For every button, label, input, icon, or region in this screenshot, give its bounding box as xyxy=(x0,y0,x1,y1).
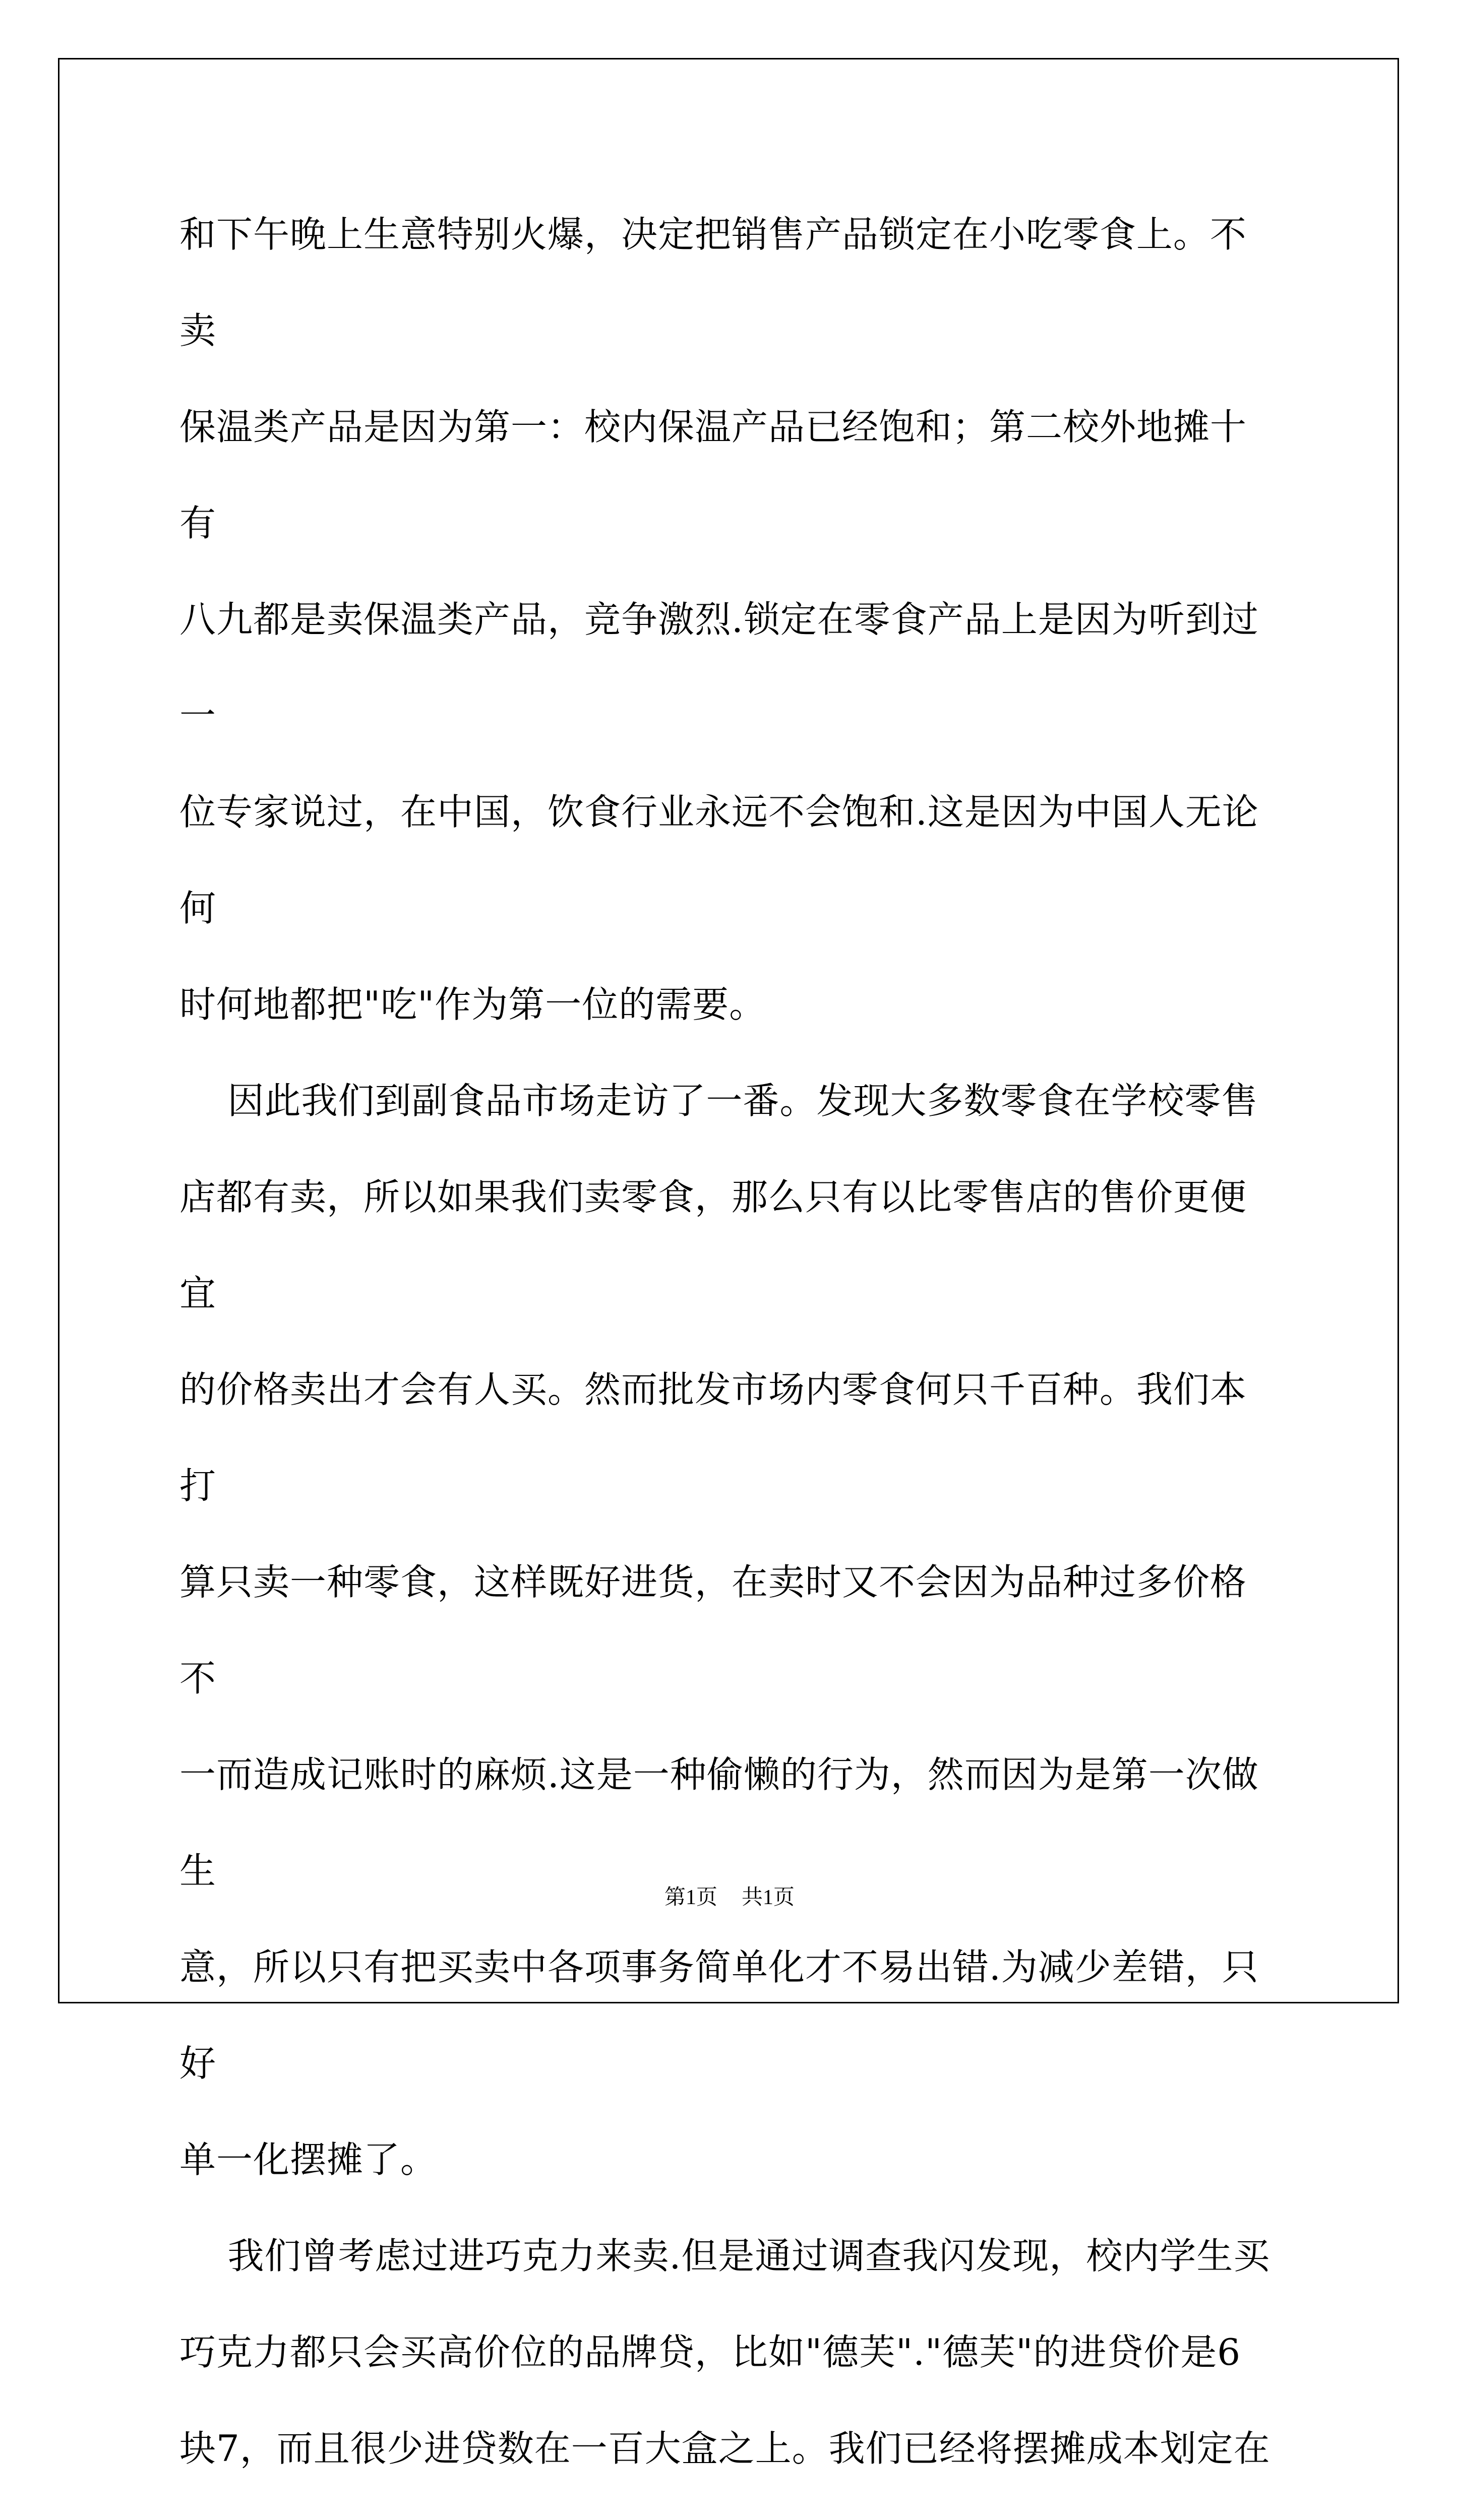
text-line: 巧克力都只会买高价位的品牌贷，比如"德芙"."德芙"的进贷价是6 xyxy=(179,2331,1241,2373)
text-line: 算只卖一种零食，这样既好进货，在卖时又不会因为品种过多价格不 xyxy=(179,1561,1247,1699)
paragraph-1 xyxy=(179,186,1279,1053)
text-line: 的价格卖出才会有人买。然而批发市场内零食何只千百种。我们本打 xyxy=(179,1368,1247,1507)
text-line: 单一化摆摊了。 xyxy=(179,2138,438,2181)
page-total: 共1页 xyxy=(742,1886,795,1909)
text-line: 八九都是卖保温类产品，竞争激烈.锁定在零食产品上是因为听到过一 xyxy=(179,598,1259,737)
text-line: 和下午晚上生意特别火爆，决定把销售产品锁定在小吃零食上。不卖 xyxy=(179,213,1247,352)
paragraph-2 xyxy=(179,1053,1279,2208)
text-line: 意，所以只有把买卖中各项事务简单化才不易出错.为减少差错，只好 xyxy=(179,1946,1259,2085)
paragraph-3 xyxy=(179,2208,1279,2520)
text-line: 我们曾考虑过进巧克力来卖.但是通过调查我闪发现，校内学生买 xyxy=(179,2235,1270,2277)
text-line: 保温类产品是因为第一：校内保温产品已经饱和；第二校外地摊十有 xyxy=(179,406,1247,544)
page-number: 第1页 xyxy=(664,1886,717,1909)
text-line: 块7，而且很少进贷数在一百大盒之上。我们已经将摆摊成本划定在 xyxy=(179,2427,1270,2470)
page-footer xyxy=(0,1882,1459,1913)
text-line: 因此我们到副食品市场走访了一番。发现大多数零食在学校零售 xyxy=(179,1080,1258,1122)
text-line: 位专家说过，在中国，饮食行业永远不会饱和.这是因为中国人无论何 xyxy=(179,791,1259,929)
text-line: 时何地都把"吃"作为第一位的需要。 xyxy=(179,983,766,1026)
text-line: 一而造成记账时的麻烦.这是一种偷懒的行为，然而因为是第一次做生 xyxy=(179,1753,1259,1892)
text-line: 店都有卖，所以如果我们卖零食，那么只有以比零售店的售价更便宜 xyxy=(179,1176,1247,1314)
document-body xyxy=(179,186,1279,2520)
